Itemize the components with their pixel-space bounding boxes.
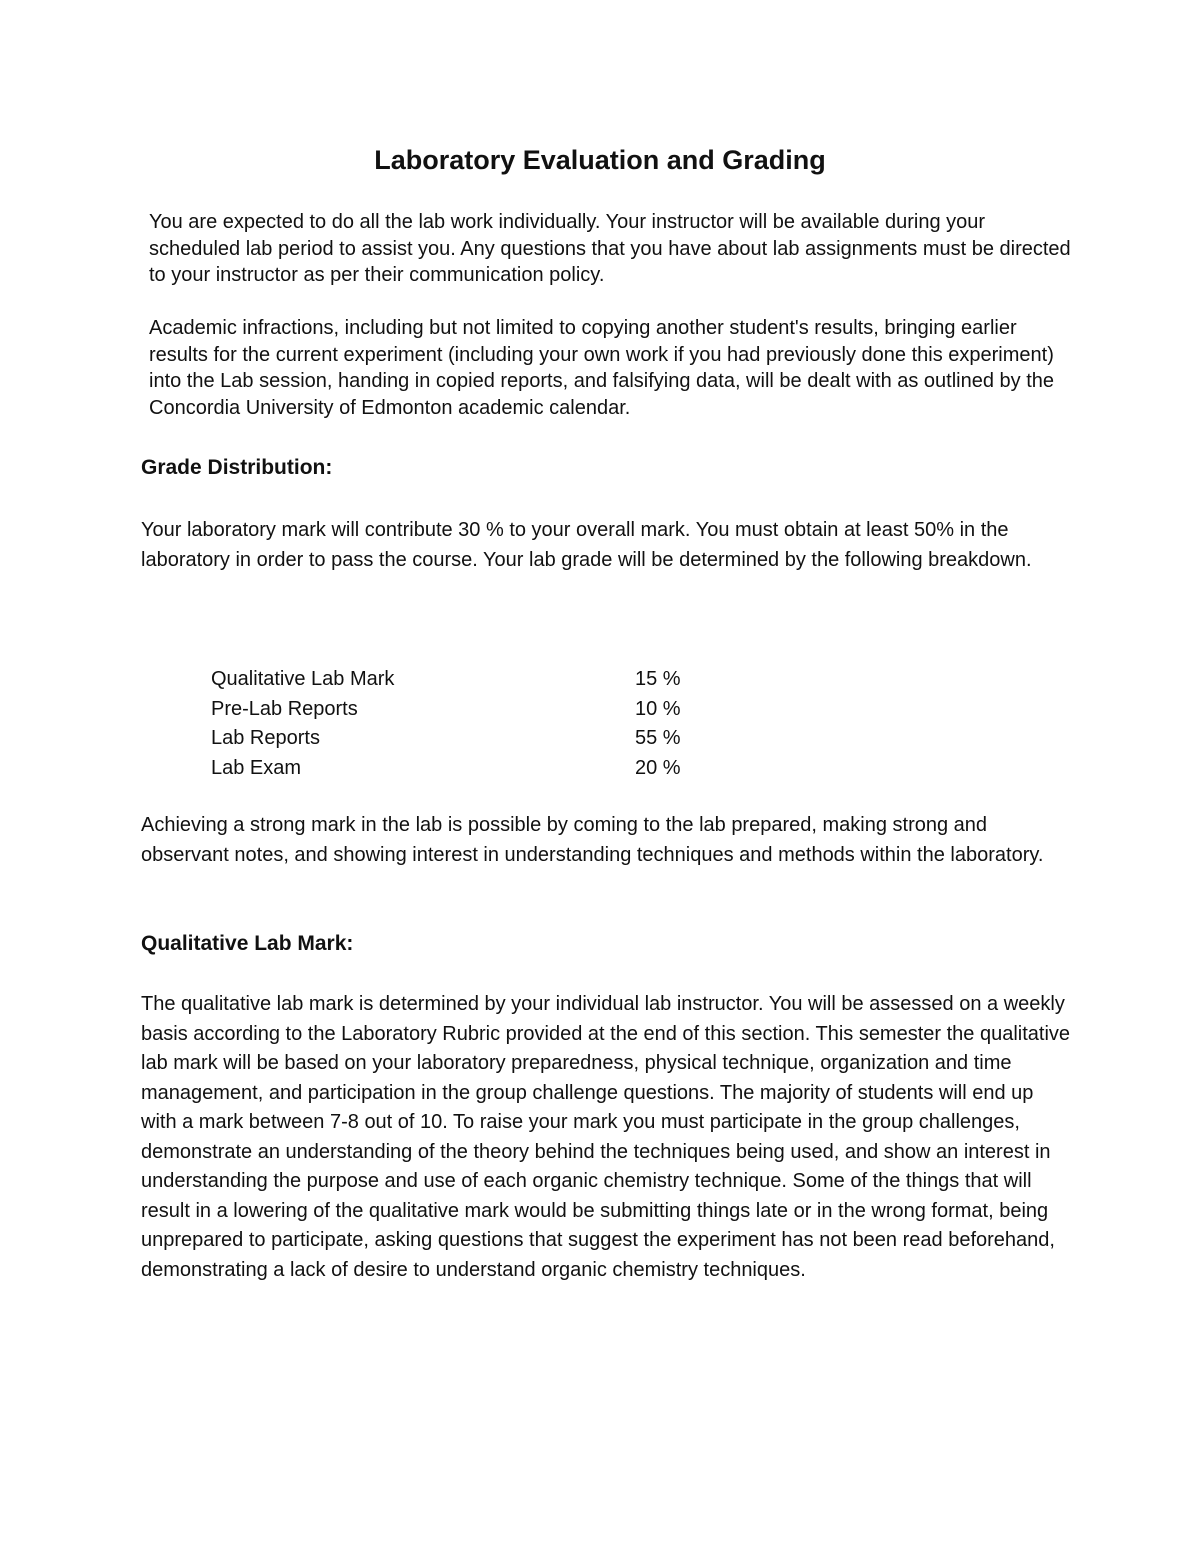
grade-item-percent: 20 %: [635, 756, 681, 779]
grade-item-label: Lab Exam: [211, 756, 302, 779]
grade-breakdown-table: [211, 665, 715, 783]
grade-item-label: Lab Reports: [211, 727, 320, 749]
table-row: [211, 724, 715, 754]
table-row: [211, 665, 715, 695]
grade-distribution-heading: Grade Distribution:: [141, 456, 333, 479]
grade-item-label: Pre-Lab Reports: [211, 697, 358, 720]
page-title: Laboratory Evaluation and Grading: [374, 145, 826, 175]
qualitative-lab-mark-paragraph: The qualitative lab mark is determined by your individual lab instructor. You will be assessed on a weekly basis according to the Laboratory Rubric provided at the end of this section. This semester the qualitative lab mark will be based on your laboratory preparedness, physical technique, organization and time management, and participation in the group challenge questions. The majority of students will end up with a mark between 7-8 out of 10. To raise your mark you must participate in the group challenges, demonstrate an understanding of the theory behind the techniques being used, and show an interest in understanding the purpose and use of each organic chemistry technique. Some of the things that will result in a lowering of the qualitative mark would be submitting things late or in the wrong format, being unprepared to participate, asking questions that suggest the experiment has not been read beforehand, demonstrating a lack of desire to understand organic chemistry techniques.: [141, 993, 1071, 1281]
table-row: [211, 754, 715, 784]
intro-paragraph-academic-infractions: Academic infractions, including but not limited to copying another student's results, bringing earlier results for the current experiment (including your own work if you had previously done this experiment) into the Lab session, handing in copied reports, and falsifying data, will be dealt with as outlined by the Concordia University of Edmonton academic calendar.: [149, 317, 1055, 419]
qualitative-lab-mark-heading: Qualitative Lab Mark:: [141, 932, 354, 955]
intro-paragraph-individual-work: You are expected to do all the lab work individually. Your instructor will be available during your scheduled lab period to assist you. Any questions that you have about lab assignments must be directed to your instructor as per their communication policy.: [149, 211, 1071, 286]
grade-distribution-paragraph: Your laboratory mark will contribute 30 % to your overall mark. You must obtain at least 50% in the laboratory in order to pass the course. Your lab grade will be determined by the following breakdown.: [141, 519, 1032, 571]
strong-mark-paragraph: Achieving a strong mark in the lab is possible by coming to the lab prepared, making strong and observant notes, and showing interest in understanding techniques and methods within the laboratory.: [141, 814, 1044, 866]
grade-item-percent: 10 %: [635, 697, 681, 720]
table-row: [211, 695, 715, 725]
grade-item-label: Qualitative Lab Mark: [211, 668, 395, 690]
grade-item-percent: 55 %: [635, 727, 681, 749]
grade-item-percent: 15 %: [635, 668, 681, 690]
